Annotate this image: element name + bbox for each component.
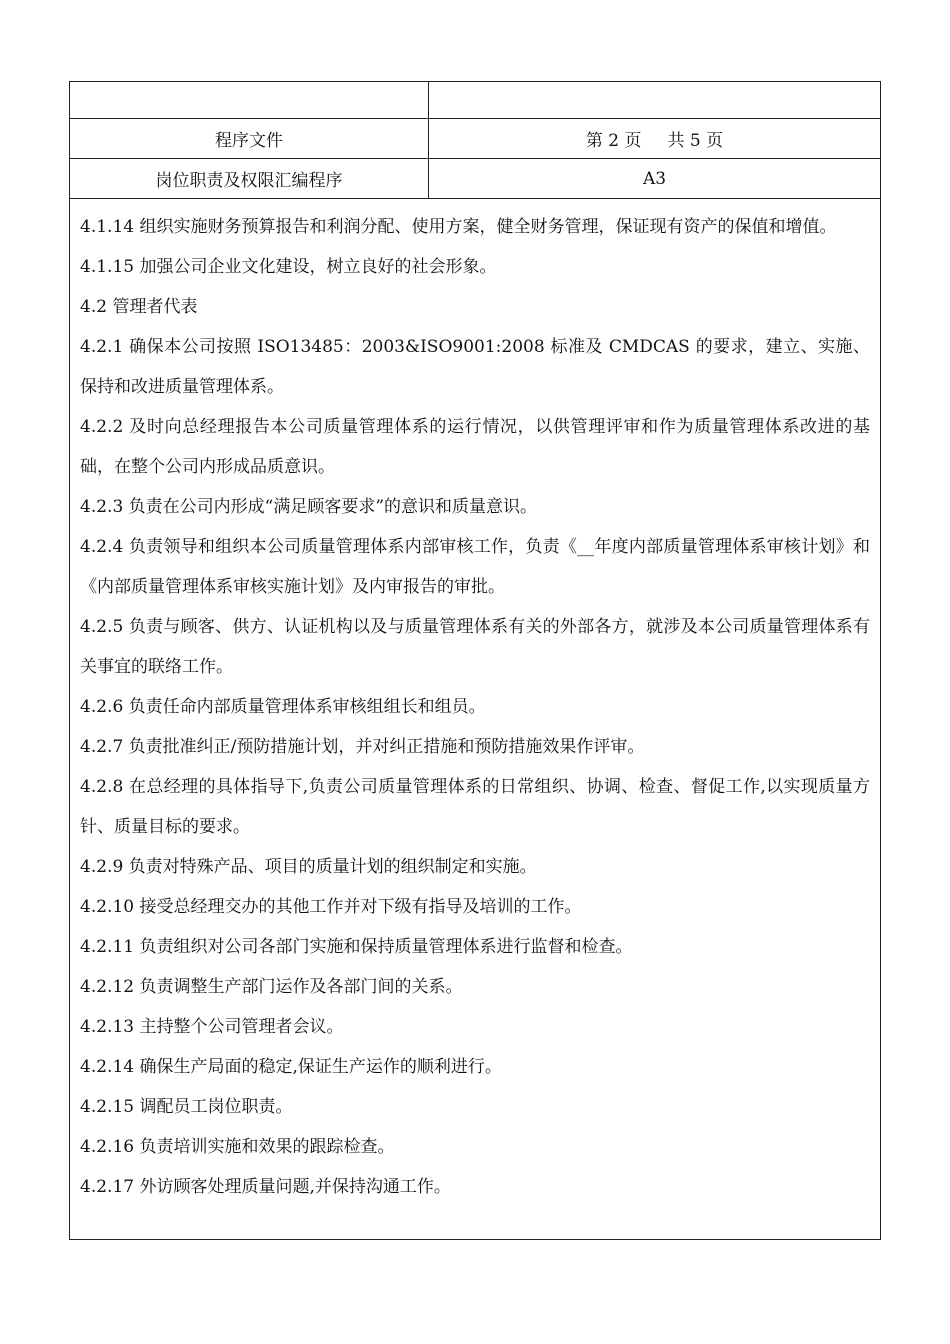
paragraph: 4.2.14 确保生产局面的稳定,保证生产运作的顺利进行。 [80, 1057, 502, 1077]
section-heading: 4.2 管理者代表 [80, 297, 198, 317]
paragraph: 4.2.6 负责任命内部质量管理体系审核组组长和组员。 [80, 697, 486, 717]
paragraph: 4.2.5 负责与顾客、供方、认证机构以及与质量管理体系有关的外部各方，就涉及本公司质量管理体系有关事宜的联络工作。 [80, 617, 870, 677]
doc-type-cell: 程序文件 [70, 119, 429, 159]
paragraph: 4.2.17 外访顾客处理质量问题,并保持沟通工作。 [80, 1177, 451, 1197]
document-header-table [70, 82, 880, 199]
header-title-row [70, 119, 880, 159]
paragraph: 4.2.9 负责对特殊产品、项目的质量计划的组织制定和实施。 [80, 857, 537, 877]
paragraph: 4.2.2 及时向总经理报告本公司质量管理体系的运行情况，以供管理评审和作为质量管理体系改进的基础，在整个公司内形成品质意识。 [80, 417, 870, 477]
page-total: 共 5 页 [667, 131, 724, 151]
header-name-row [70, 159, 880, 199]
paragraph: 4.2.12 负责调整生产部门运作及各部门间的关系。 [80, 977, 463, 997]
paragraph: 4.2.4 负责领导和组织本公司质量管理体系内部审核工作，负责《__年度内部质量管理体系审核计划》和《内部质量管理体系审核实施计划》及内审报告的审批。 [80, 537, 870, 597]
page-info-cell [429, 119, 881, 159]
paragraph: 4.1.14 组织实施财务预算报告和利润分配、使用方案，健全财务管理，保证现有资产的保值和增值。 [80, 217, 837, 237]
paragraph: 4.2.10 接受总经理交办的其他工作并对下级有指导及培训的工作。 [80, 897, 582, 917]
header-blank-left-cell [70, 82, 429, 119]
doc-code-cell: A3 [429, 159, 881, 199]
paragraph: 4.2.1 确保本公司按照 ISO13485：2003&ISO9001:2008 标准及 CMDCAS 的要求，建立、实施、保持和改进质量管理体系。 [80, 337, 870, 397]
paragraph: 4.2.3 负责在公司内形成“满足顾客要求”的意识和质量意识。 [80, 497, 538, 517]
paragraph: 4.2.7 负责批准纠正/预防措施计划，并对纠正措施和预防措施效果作评审。 [80, 737, 645, 757]
page-current: 第 2 页 [585, 131, 642, 151]
header-blank-right-cell [429, 82, 881, 119]
paragraph: 4.2.16 负责培训实施和效果的跟踪检查。 [80, 1137, 395, 1157]
document-body [70, 199, 880, 1207]
doc-title-cell: 岗位职责及权限汇编程序 [70, 159, 429, 199]
paragraph: 4.2.15 调配员工岗位职责。 [80, 1097, 293, 1117]
paragraph: 4.2.11 负责组织对公司各部门实施和保持质量管理体系进行监督和检查。 [80, 937, 633, 957]
document-frame [69, 81, 881, 1240]
paragraph: 4.1.15 加强公司企业文化建设，树立良好的社会形象。 [80, 257, 497, 277]
paragraph: 4.2.13 主持整个公司管理者会议。 [80, 1017, 344, 1037]
paragraph: 4.2.8 在总经理的具体指导下,负责公司质量管理体系的日常组织、协调、检查、督促工作,以实现质量方针、质量目标的要求。 [80, 777, 870, 837]
header-blank-row [70, 82, 880, 119]
